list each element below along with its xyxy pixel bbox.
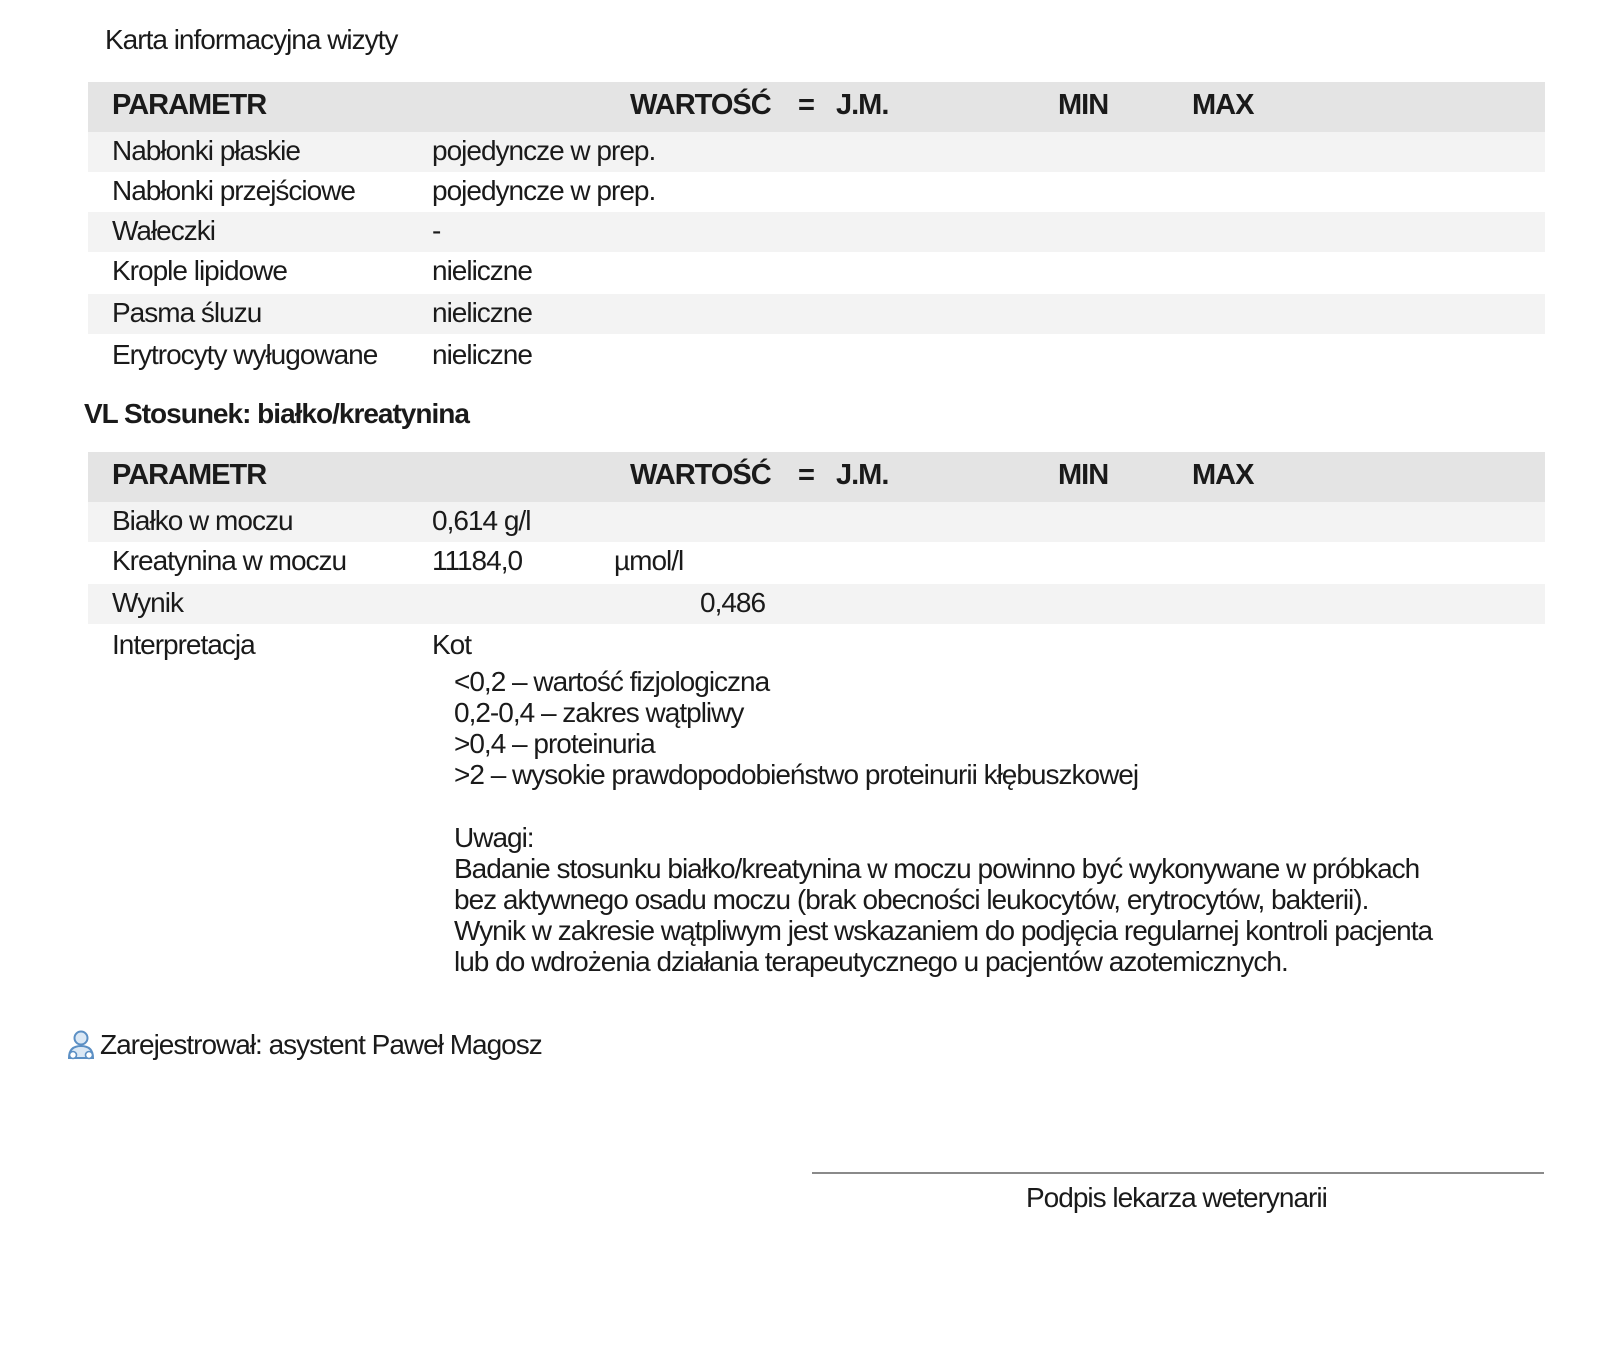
registered-text: Zarejestrował: asystent Paweł Magosz bbox=[100, 1029, 542, 1060]
signature-line bbox=[812, 1172, 1544, 1174]
header-wartosc: WARTOŚĆ bbox=[630, 89, 771, 121]
document-title: Karta informacyjna wizyty bbox=[105, 24, 398, 55]
table-header bbox=[88, 452, 1545, 502]
results-table-sediment bbox=[88, 82, 1545, 378]
registered-by bbox=[64, 1028, 542, 1062]
row-value: pojedyncze w prep. bbox=[432, 175, 656, 206]
row-param: Krople lipidowe bbox=[112, 255, 287, 286]
row-param: Wałeczki bbox=[112, 215, 215, 246]
signature-label: Podpis lekarza weterynarii bbox=[1026, 1182, 1327, 1213]
row-param: Kreatynina w moczu bbox=[112, 545, 347, 576]
interpretation-species: Kot bbox=[432, 629, 472, 660]
row-value: 0,614 g/l bbox=[432, 505, 531, 536]
header-equals: = bbox=[798, 459, 814, 491]
row-param: Pasma śluzu bbox=[112, 297, 262, 328]
table-row bbox=[88, 502, 1545, 542]
header-parametr: PARAMETR bbox=[112, 459, 267, 491]
header-equals: = bbox=[798, 89, 814, 121]
row-value: nieliczne bbox=[432, 255, 532, 286]
notes-line: Badanie stosunku białko/kreatynina w moczu powinno być wykonywane w próbkach bbox=[454, 853, 1420, 884]
row-unit: µmol/l bbox=[614, 545, 684, 576]
table-row bbox=[88, 172, 1545, 212]
header-min: MIN bbox=[1058, 459, 1109, 491]
row-param: Nabłonki przejściowe bbox=[112, 175, 356, 206]
table-header bbox=[88, 82, 1545, 132]
notes-line: lub do wdrożenia działania terapeutycznego u pacjentów azotemicznych. bbox=[454, 946, 1288, 977]
row-param: Białko w moczu bbox=[112, 505, 293, 536]
header-jm: J.M. bbox=[836, 459, 889, 491]
header-jm: J.M. bbox=[836, 89, 889, 121]
notes-line: bez aktywnego osadu moczu (brak obecności leukocytów, erytrocytów, bakterii). bbox=[454, 884, 1369, 915]
header-max: MAX bbox=[1192, 459, 1254, 491]
table-row bbox=[88, 294, 1545, 334]
row-param: Wynik bbox=[112, 587, 183, 618]
row-param: Erytrocyty wyługowane bbox=[112, 339, 378, 370]
header-max: MAX bbox=[1192, 89, 1254, 121]
interpretation-ranges bbox=[454, 666, 1138, 790]
notes-title: Uwagi: bbox=[454, 822, 534, 853]
table-row bbox=[88, 542, 1545, 582]
interpretation-row bbox=[88, 626, 1545, 666]
row-value: - bbox=[432, 215, 441, 246]
table-row bbox=[88, 252, 1545, 292]
row-value: nieliczne bbox=[432, 297, 532, 328]
row-param: Nabłonki płaskie bbox=[112, 135, 300, 166]
table-row bbox=[88, 336, 1545, 376]
range-line: >2 – wysokie prawdopodobieństwo proteinurii kłębuszkowej bbox=[454, 759, 1139, 790]
interpretation-notes bbox=[454, 822, 1432, 977]
row-value: pojedyncze w prep. bbox=[432, 135, 656, 166]
user-icon bbox=[64, 1028, 98, 1062]
header-min: MIN bbox=[1058, 89, 1109, 121]
range-line: 0,2-0,4 – zakres wątpliwy bbox=[454, 697, 744, 728]
row-value: 0,486 bbox=[700, 587, 766, 618]
notes-line: Wynik w zakresie wątpliwym jest wskazaniem do podjęcia regularnej kontroli pacjenta bbox=[454, 915, 1433, 946]
row-param: Interpretacja bbox=[112, 629, 255, 660]
range-line: <0,2 – wartość fizjologiczna bbox=[454, 666, 770, 697]
header-wartosc: WARTOŚĆ bbox=[630, 459, 771, 491]
table-row bbox=[88, 584, 1545, 624]
row-value: 11184,0 bbox=[432, 545, 523, 576]
header-parametr: PARAMETR bbox=[112, 89, 267, 121]
range-line: >0,4 – proteinuria bbox=[454, 728, 655, 759]
table-row bbox=[88, 212, 1545, 252]
row-value: nieliczne bbox=[432, 339, 532, 370]
section-title: VL Stosunek: białko/kreatynina bbox=[84, 398, 469, 429]
table-row bbox=[88, 132, 1545, 172]
